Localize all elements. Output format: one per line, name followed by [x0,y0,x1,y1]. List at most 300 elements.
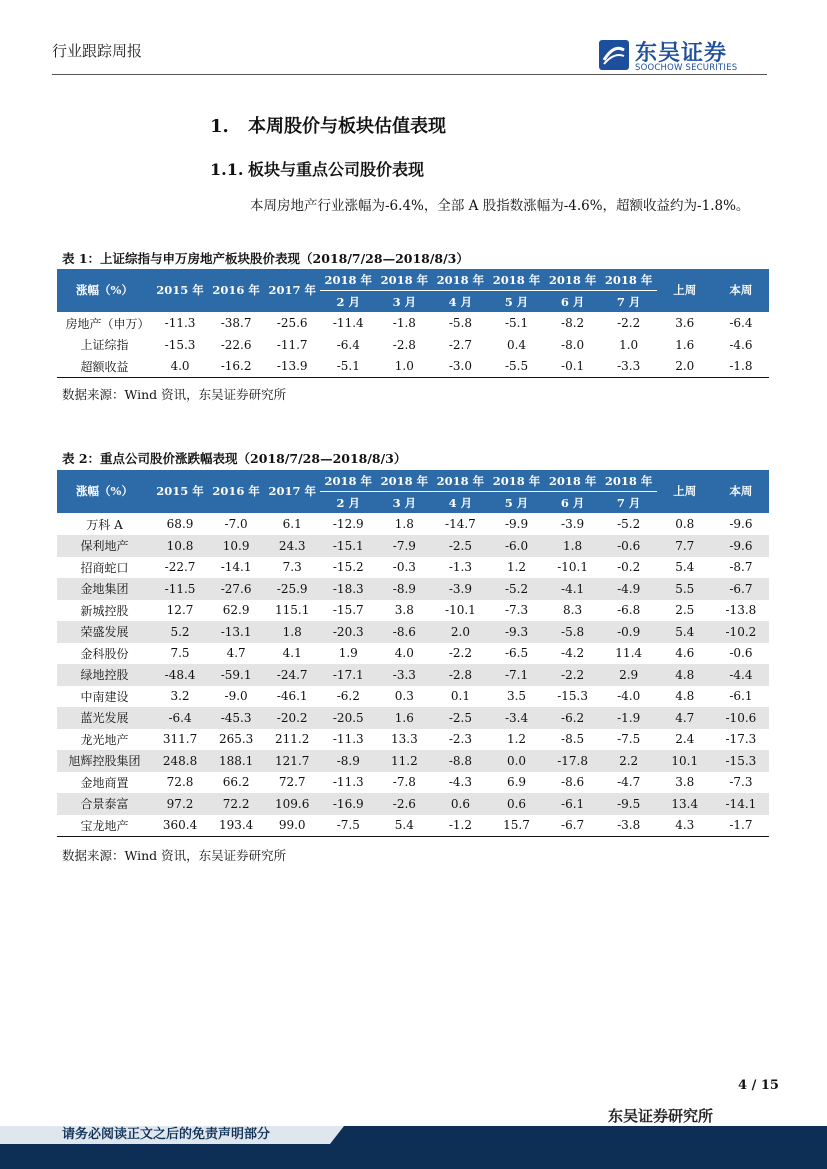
value-cell: -6.2 [545,707,601,729]
header-cell-last-week: 上周 [657,269,713,312]
value-cell: 0.6 [432,793,488,815]
table-row [57,772,769,794]
value-cell: 4.8 [657,664,713,686]
value-cell: -6.8 [617,603,641,618]
value-cell: -4.0 [617,689,641,704]
value-cell: -8.6 [376,621,432,643]
table-row [57,356,769,378]
value-cell: -20.3 [320,621,376,643]
subsection-title: 板块与重点公司股价表现 [248,160,425,179]
value-cell: 193.4 [208,815,264,837]
value-cell: 2.2 [601,750,657,772]
value-cell: 5.4 [657,621,713,643]
value-cell: -5.1 [320,356,376,378]
value-cell: -2.2 [448,646,472,661]
table2-caption: 表 2：重点公司股价涨跌幅表现（2018/7/28—2018/8/3） [62,451,407,466]
header-cell-month-year: 2018 年 [376,269,432,291]
subsection-number: 1.1. [210,160,244,179]
value-cell: 5.4 [376,815,432,837]
row-name: 宝龙地产 [57,815,152,837]
value-cell: -48.4 [152,664,208,686]
row-name: 新城控股 [80,603,129,618]
value-cell: 66.2 [222,775,250,790]
soochow-logo-icon [597,38,631,72]
value-cell: 248.8 [152,750,208,772]
value-cell: 7.5 [170,646,190,661]
value-cell: -12.9 [332,517,364,531]
brand-logo [597,36,772,76]
table-row [57,664,769,686]
value-cell: 7.7 [657,535,713,557]
value-cell: 10.8 [152,535,208,557]
table-row [57,621,769,643]
value-cell: -6.7 [713,578,769,600]
value-cell: 265.3 [218,732,254,747]
header-cell-month: 3 月 [376,492,432,514]
value-cell: -0.6 [601,535,657,557]
table-row [57,707,769,729]
header-cell-month: 2 月 [320,291,376,313]
subsection-heading [210,157,424,180]
row-name: 荣盛发展 [57,621,152,643]
value-cell: 72.2 [208,793,264,815]
value-cell: -3.4 [488,707,544,729]
value-cell: -3.9 [432,578,488,600]
header-cell-month-year: 2018 年 [432,269,488,291]
table-row [57,600,769,622]
value-cell: -8.9 [376,578,432,600]
value-cell: -8.8 [432,750,488,772]
value-cell: -15.2 [332,560,364,575]
value-cell: -17.3 [725,732,757,747]
value-cell: 3.8 [394,603,414,618]
value-cell: 0.0 [488,750,544,772]
value-cell: 311.7 [162,732,198,747]
disclaimer-banner-tail [330,1126,344,1144]
value-cell: -1.8 [713,356,769,378]
value-cell: -8.5 [561,732,585,747]
row-name: 金地集团 [57,578,152,600]
table-row [57,686,769,708]
table1-source: 数据来源：Wind 资讯，东吴证券研究所 [62,387,287,402]
value-cell: -7.3 [504,603,529,618]
value-cell: -24.7 [264,664,320,686]
row-name: 龙光地产 [80,732,129,747]
value-cell: -6.1 [545,793,601,815]
value-cell: -10.1 [557,560,588,575]
value-cell: 62.9 [222,603,250,618]
value-cell: 4.8 [675,689,695,704]
value-cell: -3.3 [601,356,657,378]
value-cell: -0.3 [392,560,416,575]
header-cell-month-year: 2018 年 [488,470,544,492]
value-cell: -8.6 [561,775,585,790]
value-cell: 2.0 [657,356,713,378]
value-cell: 1.8 [394,517,414,531]
footer-institution: 东吴证券研究所 [608,1107,714,1125]
value-cell: 2.9 [601,664,657,686]
value-cell: 7.3 [282,560,302,575]
value-cell: -6.1 [729,689,753,704]
header-cell-label: 涨幅（%） [57,470,152,513]
value-cell: -8.0 [561,337,585,352]
header-cell-year: 2017 年 [264,470,320,513]
value-cell: 11.4 [615,646,643,661]
value-cell: 1.2 [506,560,527,575]
value-cell: 0.1 [450,689,470,704]
value-cell: -15.3 [164,337,196,352]
value-cell: -7.9 [376,535,432,557]
value-cell: 1.9 [338,646,358,661]
value-cell: 10.1 [657,750,713,772]
value-cell: 1.6 [675,337,695,352]
value-cell: 4.1 [282,646,302,661]
value-cell: 211.2 [275,732,310,747]
value-cell: 8.3 [563,603,583,618]
header-cell-month: 4 月 [432,492,488,514]
value-cell: -9.6 [729,517,753,532]
value-cell: 97.2 [152,793,208,815]
summary-paragraph: 本周房地产行业涨幅为-6.4%，全部 A 股指数涨幅为-4.6%，超额收益约为-1.8%。 [250,198,750,214]
table-row [57,729,769,751]
value-cell: -3.9 [561,517,585,531]
value-cell: 1.2 [506,732,527,747]
value-cell: -7.3 [729,775,753,790]
value-cell: 3.6 [675,316,695,331]
value-cell: -9.5 [601,793,657,815]
value-cell: 0.4 [506,337,527,352]
table-row [57,815,769,837]
table1-header [57,269,769,312]
value-cell: -38.7 [220,316,252,331]
value-cell: 115.1 [275,603,310,618]
table-row [57,334,769,356]
row-name: 合景泰富 [57,793,152,815]
value-cell: 109.6 [264,793,320,815]
value-cell: -15.3 [713,750,769,772]
value-cell: -20.5 [320,707,376,729]
value-cell: -11.4 [332,316,364,330]
value-cell: -4.9 [601,578,657,600]
table-row [57,557,769,579]
header-row [57,269,769,291]
row-name: 上证综指 [80,338,129,353]
value-cell: -59.1 [208,664,264,686]
table2-header [57,470,769,513]
header-cell-month: 6 月 [545,492,601,514]
value-cell: 68.9 [166,517,194,532]
value-cell: -6.4 [336,337,360,352]
value-cell: 360.4 [152,815,208,837]
row-name: 保利地产 [57,535,152,557]
value-cell: 4.3 [657,815,713,837]
header-cell-month-year: 2018 年 [545,269,601,291]
value-cell: -5.2 [617,517,641,531]
value-cell: -1.2 [432,815,488,837]
value-cell: -1.9 [601,707,657,729]
value-cell: -2.7 [448,337,472,352]
value-cell: -4.6 [729,337,753,352]
header-cell-label: 涨幅（%） [57,269,152,312]
header-cell-year: 2015 年 [152,269,208,312]
value-cell: 5.4 [675,560,695,575]
value-cell: -25.9 [264,578,320,600]
value-cell: -6.4 [152,707,208,729]
header-cell-year: 2015 年 [152,470,208,513]
value-cell: -25.6 [276,316,308,331]
value-cell: -9.6 [713,535,769,557]
value-cell: -2.2 [545,664,601,686]
value-cell: -22.7 [164,560,196,575]
value-cell: 72.7 [278,775,306,790]
value-cell: -15.1 [320,535,376,557]
value-cell: -46.1 [276,689,308,704]
value-cell: -22.6 [220,337,252,352]
value-cell: 3.8 [675,775,695,790]
value-cell: 3.2 [170,689,190,704]
value-cell: 2.5 [675,603,695,618]
value-cell: -14.1 [220,560,252,575]
value-cell: -13.9 [264,356,320,378]
value-cell: -6.5 [504,646,529,661]
row-name: 万科 A [86,517,123,532]
value-cell: -3.0 [432,356,488,378]
value-cell: -0.1 [545,356,601,378]
header-cell-this-week: 本周 [713,470,769,513]
value-cell: 1.0 [619,337,639,352]
value-cell: -6.4 [729,316,753,331]
header-cell-month: 3 月 [376,291,432,313]
header-cell-month: 7 月 [601,492,657,514]
value-cell: -2.6 [376,793,432,815]
header-cell-month-year: 2018 年 [320,470,376,492]
value-cell: -6.0 [488,535,544,557]
row-name: 房地产（申万） [65,316,150,331]
value-cell: -2.3 [448,732,472,747]
header-cell-month: 6 月 [545,291,601,313]
table-row [57,535,769,557]
value-cell: -0.9 [601,621,657,643]
value-cell: -11.3 [164,316,196,331]
table-row [57,513,769,535]
value-cell: -11.5 [152,578,208,600]
value-cell: 13.4 [657,793,713,815]
value-cell: 0.8 [675,517,695,532]
value-cell: -20.2 [264,707,320,729]
value-cell: -11.3 [332,732,364,747]
value-cell: 6.1 [282,517,302,532]
header-cell-month-year: 2018 年 [432,470,488,492]
value-cell: -17.1 [320,664,376,686]
value-cell: -1.8 [392,316,416,330]
value-cell: -5.8 [545,621,601,643]
value-cell: 4.6 [675,646,695,661]
row-name: 金科股份 [80,646,129,661]
value-cell: -4.3 [448,775,472,790]
page-number: 4 / 15 [738,1078,779,1093]
table1-caption: 表 1：上证综指与申万房地产板块股价表现（2018/7/28—2018/8/3） [62,251,469,266]
value-cell: -27.6 [208,578,264,600]
value-cell: 4.0 [152,356,208,378]
value-cell: -8.9 [320,750,376,772]
value-cell: -4.4 [713,664,769,686]
row-name: 中南建设 [80,689,129,704]
value-cell: -2.8 [432,664,488,686]
header-cell-year: 2016 年 [208,269,264,312]
value-cell: -14.7 [445,517,476,531]
value-cell: -16.2 [208,356,264,378]
value-cell: -7.1 [488,664,544,686]
value-cell: 2.0 [432,621,488,643]
value-cell: -4.2 [561,646,585,661]
header-cell-month: 5 月 [488,492,544,514]
table1 [57,269,769,378]
value-cell: -4.7 [617,775,641,790]
value-cell: -6.2 [336,689,360,704]
value-cell: -10.2 [713,621,769,643]
value-cell: 1.8 [545,535,601,557]
value-cell: 6.9 [506,775,527,790]
value-cell: -1.3 [448,560,472,575]
value-cell: -3.8 [601,815,657,837]
value-cell: 1.0 [376,356,432,378]
logo-name-cn: 东吴证券 [635,41,728,66]
value-cell: -5.2 [488,578,544,600]
value-cell: -5.5 [488,356,544,378]
table2-source: 数据来源：Wind 资讯，东吴证券研究所 [62,848,287,863]
table-row [57,312,769,334]
row-name: 旭辉控股集团 [57,750,152,772]
header-divider [52,74,767,75]
row-name: 金地商置 [80,775,129,790]
value-cell: -5.8 [448,316,472,330]
header-cell-month: 4 月 [432,291,488,313]
table1-body [57,312,769,378]
header-cell-this-week: 本周 [713,269,769,312]
value-cell: -11.7 [276,337,308,352]
value-cell: -4.1 [545,578,601,600]
value-cell: -7.8 [392,775,416,790]
value-cell: -8.7 [729,560,753,575]
logo-name-en: SOOCHOW SECURITIES [635,63,738,73]
value-cell: -2.8 [392,337,416,352]
disclaimer-banner [0,1126,330,1144]
header-cell-month-year: 2018 年 [601,470,657,492]
value-cell: -45.3 [208,707,264,729]
section-title: 本周股价与板块估值表现 [248,116,446,137]
value-cell: -9.3 [488,621,544,643]
value-cell: -13.8 [725,603,757,618]
table-row [57,578,769,600]
table-row [57,643,769,665]
disclaimer-text: 请务必阅读正文之后的免责声明部分 [62,1127,271,1142]
value-cell: -2.5 [432,707,488,729]
header-cell-month-year: 2018 年 [320,269,376,291]
value-cell: 1.6 [376,707,432,729]
value-cell: -13.1 [208,621,264,643]
value-cell: -10.1 [445,603,476,618]
header-row [57,470,769,492]
value-cell: -9.0 [224,689,248,704]
table2-body [57,513,769,837]
table-row [57,793,769,815]
header-cell-year: 2016 年 [208,470,264,513]
value-cell: -7.5 [320,815,376,837]
header-cell-month: 2 月 [320,492,376,514]
value-cell: -15.7 [332,603,364,618]
value-cell: -8.2 [561,316,585,330]
value-cell: -10.6 [713,707,769,729]
value-cell: -7.5 [617,732,641,747]
value-cell: -6.7 [545,815,601,837]
value-cell: -1.7 [713,815,769,837]
report-type: 行业跟踪周报 [52,42,143,60]
header-cell-last-week: 上周 [657,470,713,513]
value-cell: -15.3 [557,689,588,704]
value-cell: 24.3 [264,535,320,557]
value-cell: 5.2 [152,621,208,643]
value-cell: -5.1 [504,316,529,330]
value-cell: 188.1 [208,750,264,772]
row-name: 绿地控股 [57,664,152,686]
section-number: 1. [210,116,229,137]
header-cell-month: 7 月 [601,291,657,313]
row-name: 招商蛇口 [80,560,129,575]
value-cell: 99.0 [264,815,320,837]
value-cell: 5.5 [657,578,713,600]
value-cell: -11.3 [332,775,364,790]
row-name: 超额收益 [57,356,152,378]
value-cell: 121.7 [264,750,320,772]
value-cell: 15.7 [488,815,544,837]
value-cell: -9.9 [504,517,529,531]
value-cell: 4.0 [394,646,414,661]
value-cell: -17.8 [545,750,601,772]
table2 [57,470,769,837]
value-cell: 4.7 [226,646,246,661]
header-cell-month: 5 月 [488,291,544,313]
value-cell: 10.9 [208,535,264,557]
value-cell: -0.2 [617,560,641,575]
value-cell: 1.8 [264,621,320,643]
header-cell-month-year: 2018 年 [601,269,657,291]
header-cell-month-year: 2018 年 [488,269,544,291]
value-cell: 0.3 [394,689,414,704]
value-cell: -14.1 [713,793,769,815]
value-cell: 12.7 [166,603,194,618]
value-cell: -0.6 [729,646,753,661]
value-cell: -16.9 [320,793,376,815]
value-cell: -2.5 [432,535,488,557]
table-row [57,750,769,772]
header-cell-month-year: 2018 年 [376,470,432,492]
header-cell-month-year: 2018 年 [545,470,601,492]
value-cell: 3.5 [506,689,527,704]
section-heading [210,112,446,138]
value-cell: -3.3 [376,664,432,686]
row-name: 蓝光发展 [57,707,152,729]
header-cell-year: 2017 年 [264,269,320,312]
value-cell: 2.4 [675,732,695,747]
value-cell: 0.6 [488,793,544,815]
value-cell: -18.3 [320,578,376,600]
value-cell: 4.7 [657,707,713,729]
value-cell: 11.2 [376,750,432,772]
value-cell: -7.0 [224,517,248,532]
value-cell: 72.8 [166,775,194,790]
value-cell: -2.2 [617,316,641,330]
value-cell: 13.3 [390,732,418,747]
